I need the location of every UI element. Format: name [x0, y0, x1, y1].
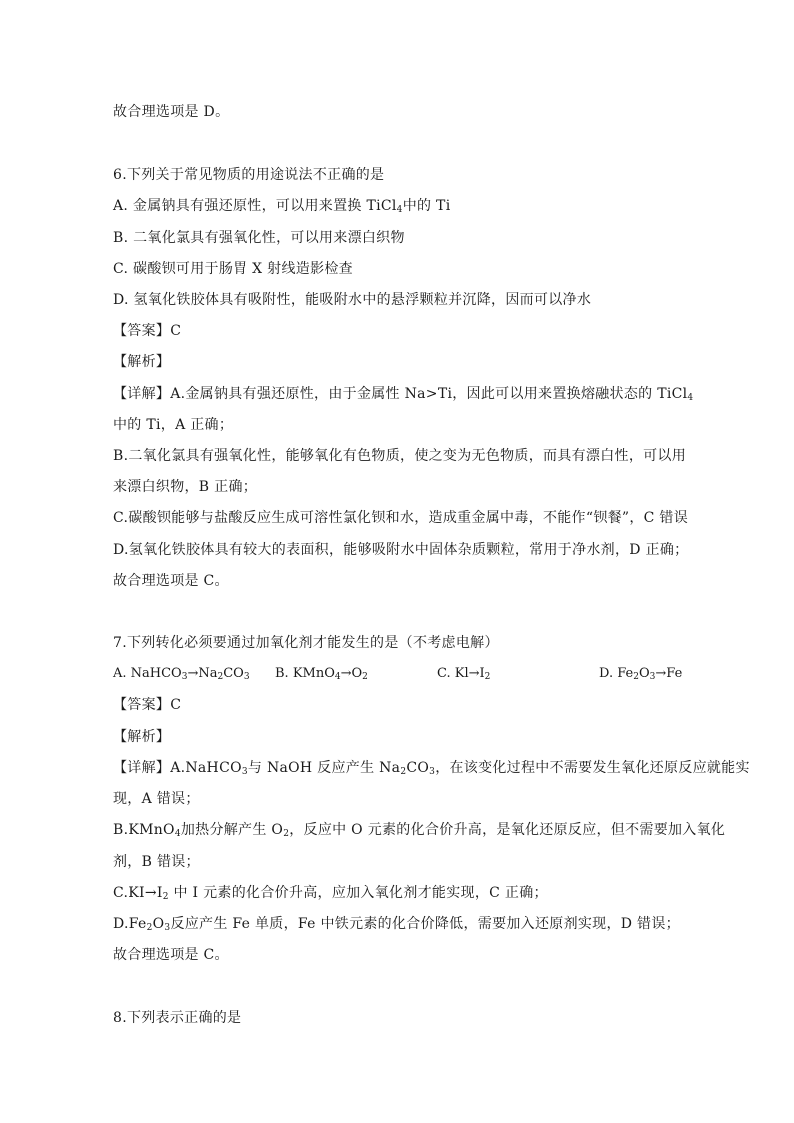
q6-detail-c: C.碳酸钡能够与盐酸反应生成可溶性氯化钡和水，造成重金属中毒，不能作“钡餐”，C 错误	[113, 510, 689, 526]
q6-detail-d: D.氢氧化铁胶体具有较大的表面积，能够吸附水中固体杂质颗粒，常用于净水剂，D 正确；	[113, 542, 689, 558]
q7-detail-a-line1: 【详解】A.NaHCO$_3$与 NaOH 反应产生 $Na_2CO_3$，在该变化过程中不需要发生氧化还原反应就能实	[113, 760, 750, 777]
q7-answer: 【答案】C	[113, 697, 182, 713]
q6-option-b: B. 二氧化氯具有强氧化性，可以用来漂白织物	[113, 230, 405, 246]
q6-detail-b-line2: 来漂白织物，B 正确；	[113, 479, 258, 495]
q6-detail-b-line1: B.二氧化氯具有强氧化性，能够氧化有色物质，使之变为无色物质，而具有漂白性，可以用	[113, 448, 687, 464]
q6-detail-a-line2: 中的 Ti，A 正确；	[113, 417, 234, 433]
q6-analysis-heading: 【解析】	[113, 354, 171, 370]
q7-option-c: C. $Kl\to I_2$	[437, 666, 491, 682]
q7-detail-b-line1: B.KMnO$_4$加热分解产生 $O_2$，反应中 O 元素的化合价升高，是氧化还原反应，但不需要加入氧化	[113, 822, 726, 839]
q7-option-b: B. $KMnO_4\to O_2$	[275, 666, 368, 682]
q7-detail-a-line2: 现，A 错误；	[113, 791, 200, 807]
q6-stem: 6.下列关于常见物质的用途说法不正确的是	[113, 167, 385, 183]
q6-detail-a-line1: 【详解】A.金属钠具有强还原性，由于金属性 Na>Ti，因此可以用来置换熔融状态的 TiCl$_4$	[113, 386, 694, 403]
q7-option-a: A. $NaHCO_3\to Na_2CO_3$	[113, 666, 250, 682]
q6-conclusion: 故合理选项是 C。	[113, 573, 229, 589]
q7-stem: 7.下列转化必须要通过加氧化剂才能发生的是（不考虑电解）	[113, 635, 499, 651]
q6-option-a: A. 金属钠具有强还原性，可以用来置换 TiCl$_4$中的 Ti	[113, 198, 451, 215]
q8-stem: 8.下列表示正确的是	[113, 1010, 242, 1026]
q7-detail-d: $D.Fe_2O_3$反应产生 Fe 单质，Fe 中铁元素的化合价降低，需要加入还原剂实现，D 错误；	[113, 916, 680, 933]
q6-answer: 【答案】C	[113, 323, 182, 339]
q5-conclusion: 故合理选项是 D。	[113, 104, 230, 120]
q7-conclusion: 故合理选项是 C。	[113, 947, 229, 963]
q7-analysis-heading: 【解析】	[113, 729, 171, 745]
q6-option-d: D. 氢氧化铁胶体具有吸附性，能吸附水中的悬浮颗粒并沉降，因而可以净水	[113, 292, 592, 308]
q6-option-c: C. 碳酸钡可用于肠胃 X 射线造影检查	[113, 261, 353, 277]
q7-option-d: D. $Fe_2O_3\to Fe$	[599, 666, 683, 682]
q7-detail-c: $C.KI\to I_2$ 中 I 元素的化合价升高，应加入氧化剂才能实现，C 正确；	[113, 885, 548, 902]
q7-detail-b-line2: 剂，B 错误；	[113, 854, 200, 870]
